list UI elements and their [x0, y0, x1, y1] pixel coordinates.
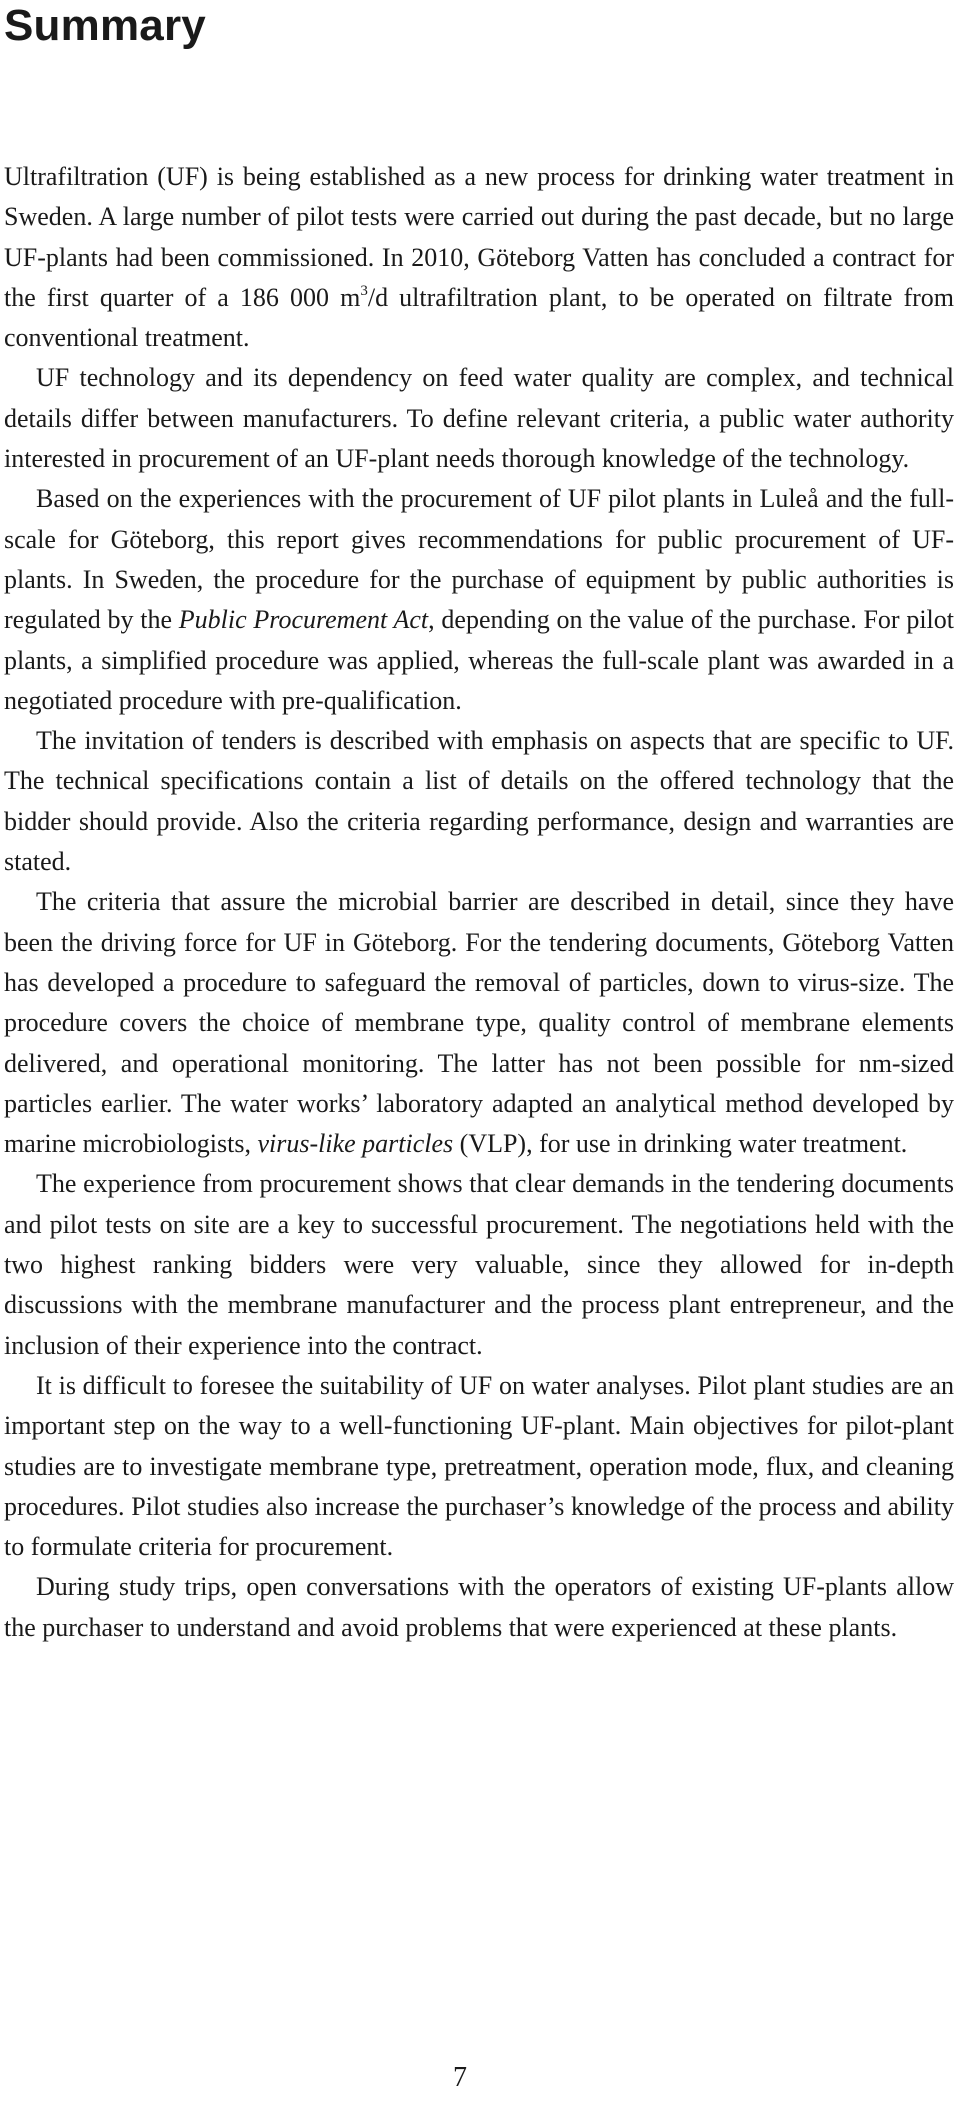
- paragraph-3-italic: Public Procurement Act: [178, 605, 429, 635]
- page-title: Summary: [4, 1, 206, 50]
- paragraph-7: It is difficult to foresee the suitability of UF on water analyses. Pilot plant studies are an important step on the way to a well-functioning UF-plant. Main objectives for pilot-plant studies are to investigate membrane type, pretreatment, operation mode, flux, and cleaning procedures. Pilot studies also increase the purchaser’s knowledge of the process and ability to formulate criteria for procurement.: [4, 1370, 954, 1562]
- paragraph-3: [4, 479, 954, 721]
- paragraph-5: [4, 882, 954, 1164]
- paragraph-1-text-b: /d ultrafiltration plant, to be operated on filtrate from conventional treatment.: [4, 282, 955, 353]
- paragraph-2: UF technology and its dependency on feed water quality are complex, and technical details differ between manufacturers. To define relevant criteria, a public water authority interested in procurement of an UF-plant needs thorough knowledge of the technology.: [4, 363, 954, 474]
- paragraph-3-text-b: , depending on the value of the purchase. For pilot plants, a simplified procedure was applied, whereas the full-scale plant was awarded in a negotiated procedure with pre-qualification.: [4, 605, 955, 715]
- paragraph-6: The experience from procurement shows that clear demands in the tendering documents and pilot tests on site are a key to successful procurement. The negotiations held with the two highest ranking bidders were very valuable, since they allowed for in-depth discussions with the membrane manufacturer and the process plant entrepreneur, and the inclusion of their experience into the contract.: [4, 1169, 954, 1360]
- paragraph-5-italic: virus-like particles: [257, 1129, 454, 1159]
- summary-body: [4, 157, 954, 1648]
- paragraph-1: [4, 157, 954, 358]
- paragraph-8: During study trips, open conversations with the operators of existing UF-plants allow the purchaser to understand and avoid problems that were experienced at these plants.: [4, 1572, 954, 1642]
- paragraph-1-text-a: Ultrafiltration (UF) is being established as a new process for drinking water treatment in Sweden. A large number of pilot tests were carried out during the past decade, but no large UF-plants had been commissioned. In 2010, Göteborg Vatten has concluded a contract for the first quarter of a 186 000 m: [4, 162, 954, 312]
- paragraph-5-text-a: The criteria that assure the microbial barrier are described in detail, since they have been the driving force for UF in Göteborg. For the tendering documents, Göteborg Vatten has developed a procedure to safeguard the removal of particles, down to virus-size. The procedure covers the choice of membrane type, quality control of membrane elements delivered, and operational monitoring. The latter has not been possible for nm-sized particles earlier. The water works’ laboratory adapted an analytical method developed by marine microbiologists,: [4, 887, 954, 1159]
- superscript-cubed: 3: [360, 282, 368, 299]
- paragraph-5-text-b: (VLP), for use in drinking water treatment.: [453, 1129, 908, 1159]
- page-number: 7: [453, 2062, 467, 2093]
- paragraph-4: The invitation of tenders is described with emphasis on aspects that are specific to UF. The technical specifications contain a list of details on the offered technology that the bidder should provide. Also the criteria regarding performance, design and warranties are stated.: [4, 726, 954, 877]
- paragraph-3-text-a: Based on the experiences with the procurement of UF pilot plants in Luleå and the full-scale for Göteborg, this report gives recommendations for public procurement of UF-plants. In Sweden, the procedure for the purchase of equipment by public authorities is regulated by the: [4, 484, 954, 635]
